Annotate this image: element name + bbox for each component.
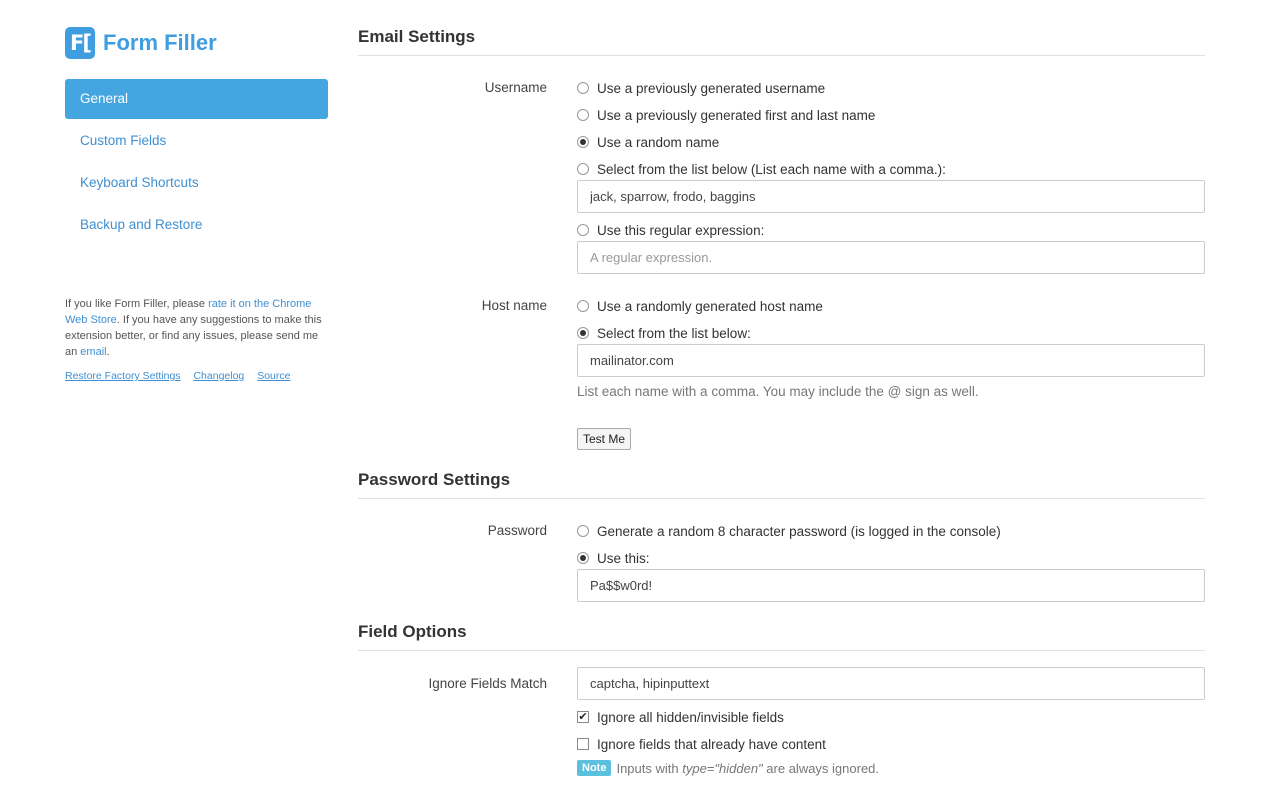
checkbox-checked-icon[interactable]: ✔ [578,711,588,723]
password-settings-heading: Password Settings [358,470,1205,499]
hidden-fields-note [577,760,879,776]
radio-icon[interactable] [577,300,589,312]
password-label: Password [487,523,547,538]
rate-link[interactable]: rate it on the Chrome Web Store [65,298,312,326]
sidebar-item-backup-restore[interactable]: Backup and Restore [80,217,203,232]
username-label: Username [484,80,547,95]
option-label: Use a randomly generated host name [597,298,823,314]
blurb-text: . [106,346,110,358]
ignore-fields-label: Ignore Fields Match [428,676,547,691]
note-text: Inputs with [616,760,679,776]
sidebar-item-keyboard-shortcuts[interactable]: Keyboard Shortcuts [80,175,199,190]
password-option-use-this[interactable] [577,548,650,568]
hostname-hint: List each name with a comma. You may include the @ sign as well. [577,384,979,399]
hostname-option-select-list[interactable] [577,323,751,343]
restore-factory-settings-link[interactable]: Restore Factory Settings [65,370,181,382]
radio-selected-icon[interactable] [577,136,589,148]
option-label: Use a previously generated first and last name [597,107,876,123]
source-link[interactable]: Source [257,370,291,382]
username-option-select-list[interactable] [577,159,946,179]
note-badge: Note [577,760,611,776]
hostname-label: Host name [481,298,547,313]
username-option-regex[interactable] [577,220,764,240]
sidebar-footer-links [65,370,300,382]
option-label: Ignore all hidden/invisible fields [597,709,784,725]
app-title: Form Filler [103,30,217,55]
email-settings-heading: Email Settings [358,27,1205,56]
note-text: are always ignored. [766,760,880,776]
radio-selected-icon[interactable] [577,552,589,564]
regex-input[interactable] [577,241,1205,274]
radio-icon[interactable] [577,109,589,121]
radio-icon[interactable] [577,525,589,537]
option-label: Use this regular expression: [597,222,765,238]
sidebar-blurb [65,296,325,360]
checkbox-icon[interactable] [577,738,589,750]
username-option-previous-first-last[interactable] [577,105,875,125]
password-option-random[interactable] [577,521,1001,541]
hostname-option-random[interactable] [577,296,823,316]
radio-selected-icon[interactable] [577,327,589,339]
sidebar-item-custom-fields[interactable]: Custom Fields [80,133,167,148]
sidebar-nav [65,79,328,247]
option-label: Use a random name [597,134,720,150]
username-option-random-name[interactable] [577,132,719,152]
username-option-previous-username[interactable] [577,78,825,98]
test-me-button[interactable]: Test Me [577,428,631,450]
email-link[interactable]: email [80,346,107,358]
ignore-fields-input[interactable] [577,667,1205,700]
form-filler-logo-icon: F[ [65,27,95,59]
changelog-link[interactable]: Changelog [193,370,245,382]
field-options-heading: Field Options [358,622,1205,651]
option-label: Generate a random 8 character password (is logged in the console) [597,523,1001,539]
sidebar-item-general[interactable]: General [65,79,328,119]
blurb-text: . If you have any suggestions to make this extension better, or find any issues, please send me an [65,314,322,358]
option-label: Select from the list below: [597,325,751,341]
ignore-hidden-checkbox[interactable] [577,707,784,727]
password-input[interactable] [577,569,1205,602]
option-label: Select from the list below (List each name with a comma.): [597,161,946,177]
blurb-text: If you like Form Filler, please [65,298,209,310]
option-label: Use a previously generated username [597,80,826,96]
app-logo[interactable] [65,27,217,59]
radio-icon[interactable] [577,224,589,236]
option-label: Ignore fields that already have content [597,736,826,752]
note-code: type="hidden" [682,760,763,776]
ignore-filled-checkbox[interactable] [577,734,826,754]
hostname-input[interactable] [577,344,1205,377]
radio-icon[interactable] [577,82,589,94]
radio-icon[interactable] [577,163,589,175]
username-list-input[interactable] [577,180,1205,213]
option-label: Use this: [597,550,650,566]
